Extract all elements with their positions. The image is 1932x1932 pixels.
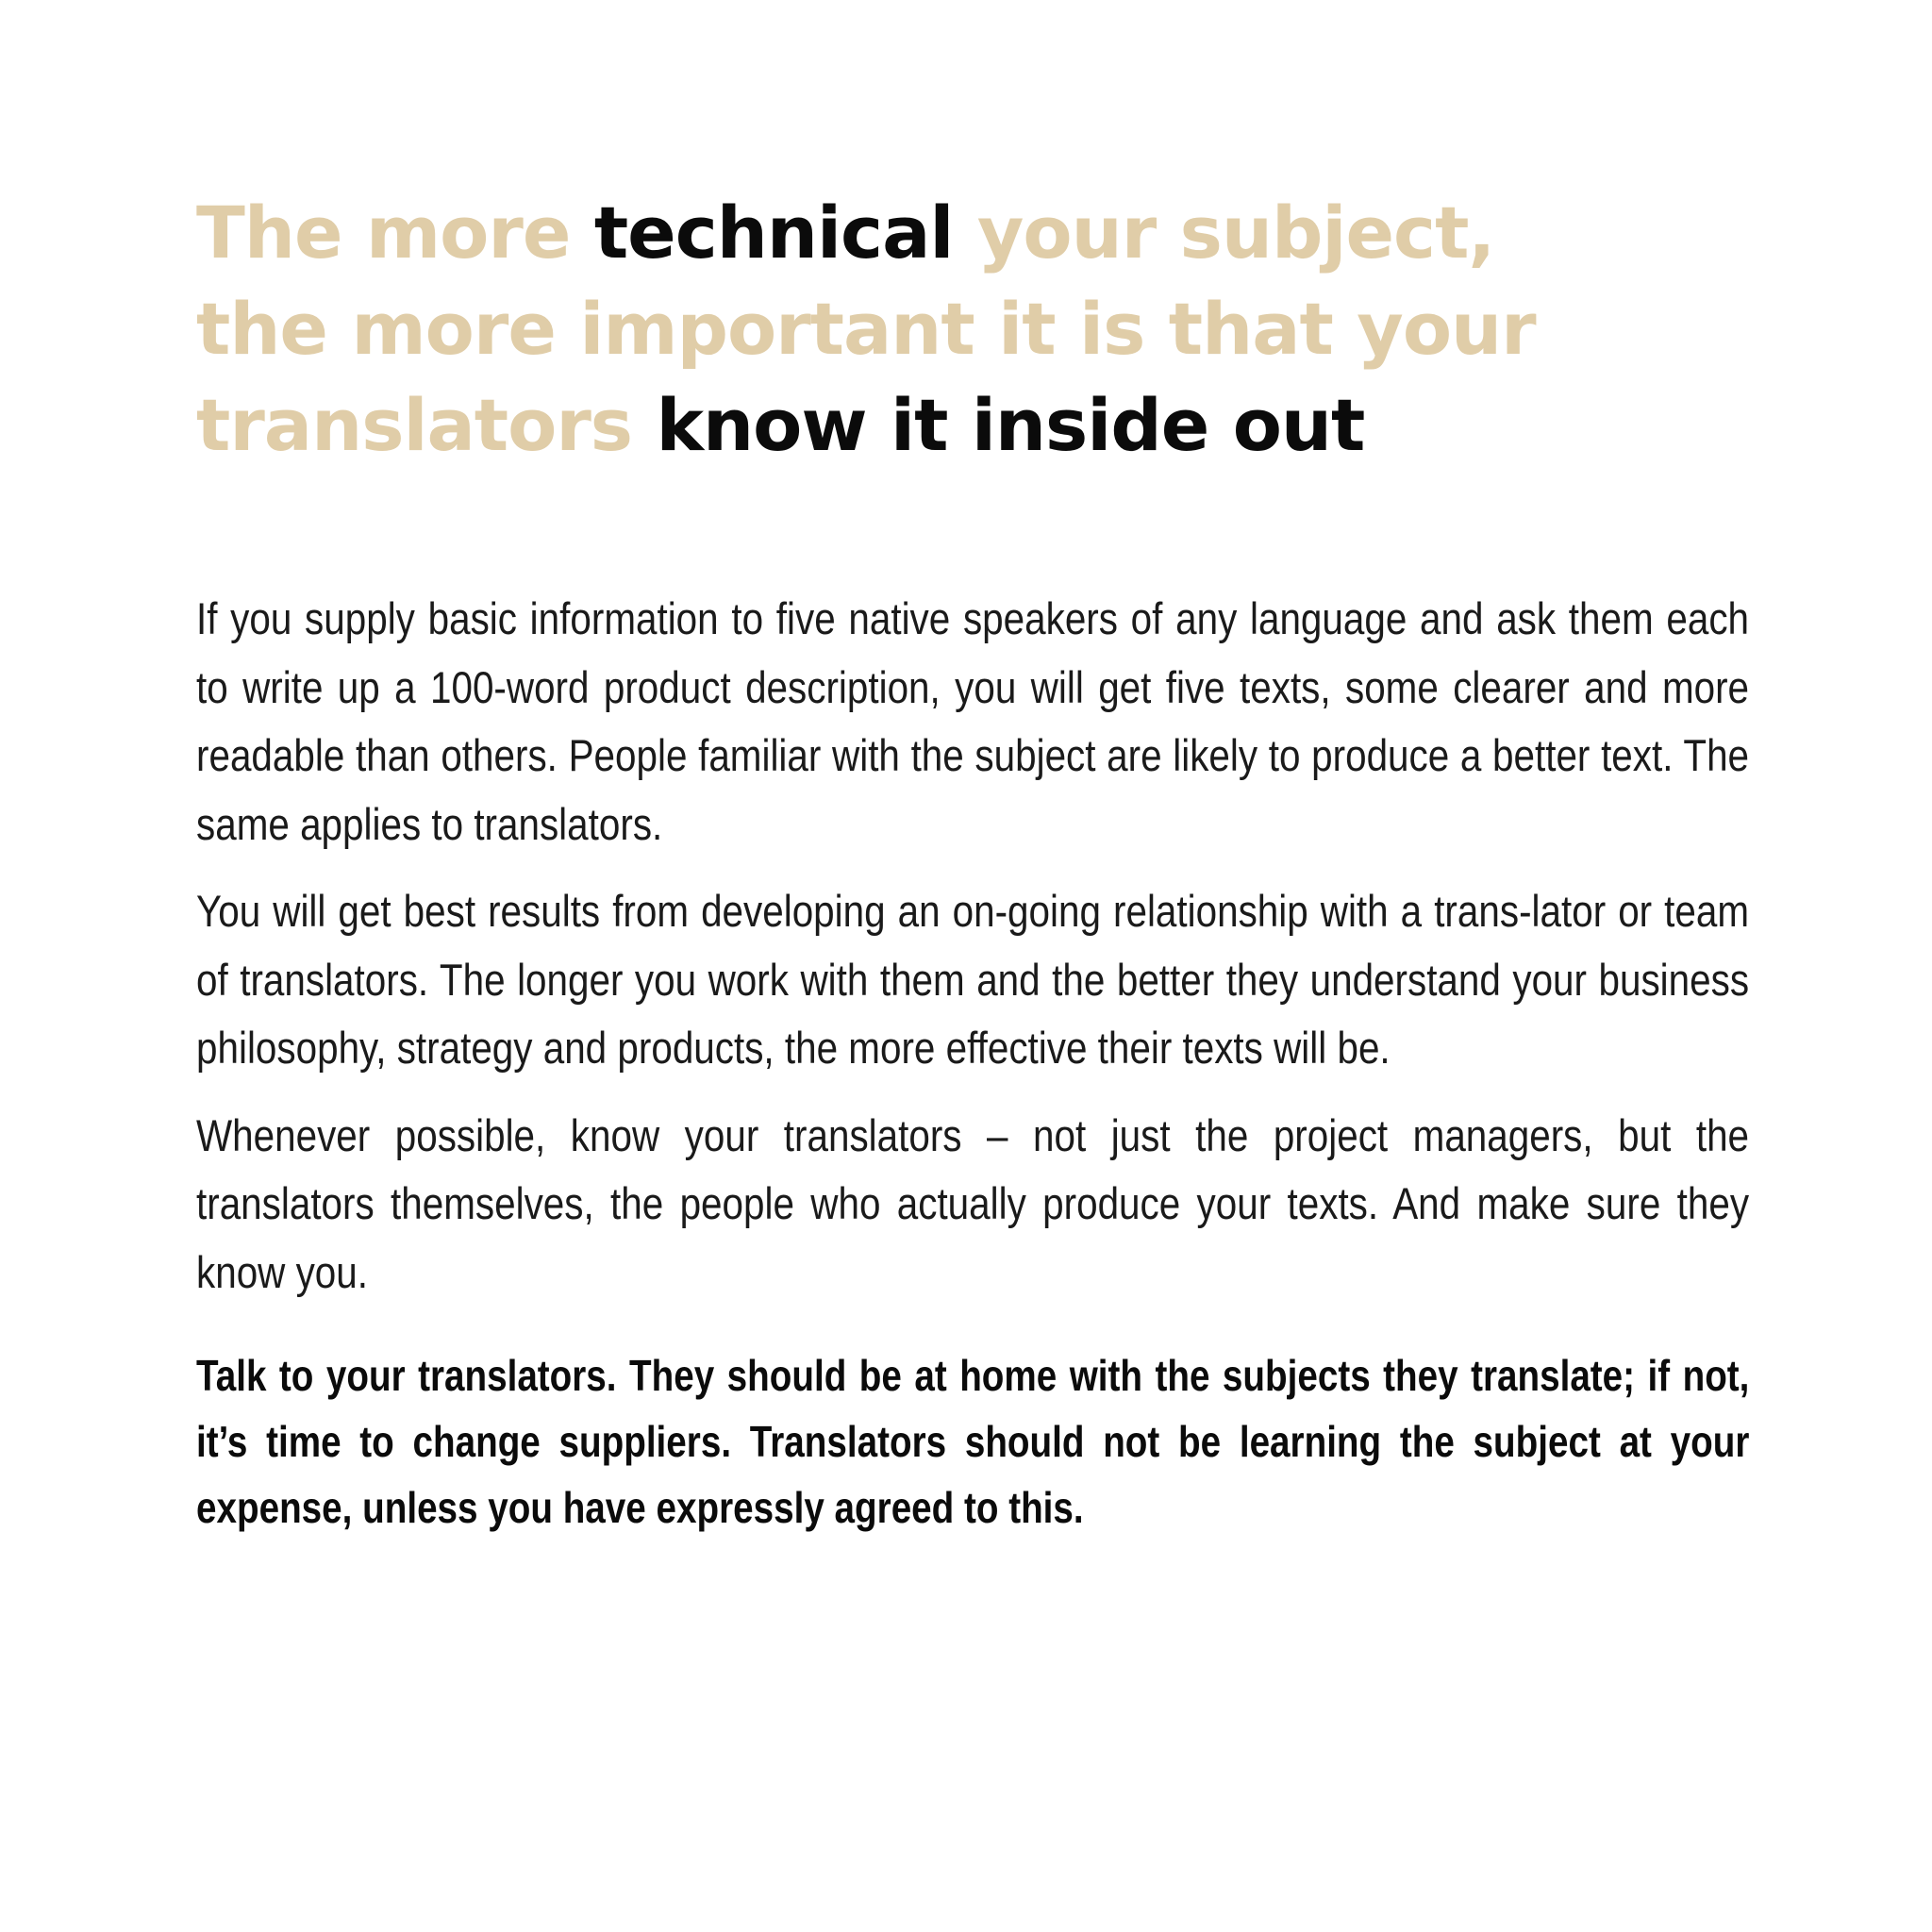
headline-emphasis-text: technical: [593, 191, 954, 275]
paragraph-3: Whenever possible, know your translators – not just the project managers, but the translators themselves, the people who actually produce your texts. And make sure they know you.: [196, 1109, 1750, 1297]
headline: [196, 185, 1536, 474]
paragraph-2: You will get best results from developing an on-going relationship with a trans-lator or team of translators. The longer you work with them and the better they understand your business philosophy, strategy and products, the more effective their texts will be.: [196, 886, 1750, 1073]
headline-accent-text: translators: [196, 383, 657, 467]
closing-paragraph: Talk to your translators. They should be at home with the subjects they translate; if not, it’s time to change suppliers. Translators should not be learning the subject at your expense, unless you have expressly agreed to this.: [196, 1351, 1750, 1532]
headline-line-1: [196, 185, 1517, 281]
headline-line-2: [196, 281, 1536, 377]
headline-emphasis-text: know it inside out: [656, 383, 1365, 467]
headline-accent-text: the more important it is that your: [196, 287, 1536, 371]
headline-line-3: [196, 377, 1517, 474]
body-text: [196, 585, 1749, 1541]
paragraph-1: If you supply basic information to five native speakers of any language and ask them each to write up a 100-word product description, you will get five texts, some clearer and more readable than others. People familiar with the subject are likely to produce a better text. The same applies to translators.: [196, 593, 1750, 849]
headline-accent-text: your subject,: [953, 191, 1495, 275]
headline-accent-text: The more: [196, 191, 594, 275]
